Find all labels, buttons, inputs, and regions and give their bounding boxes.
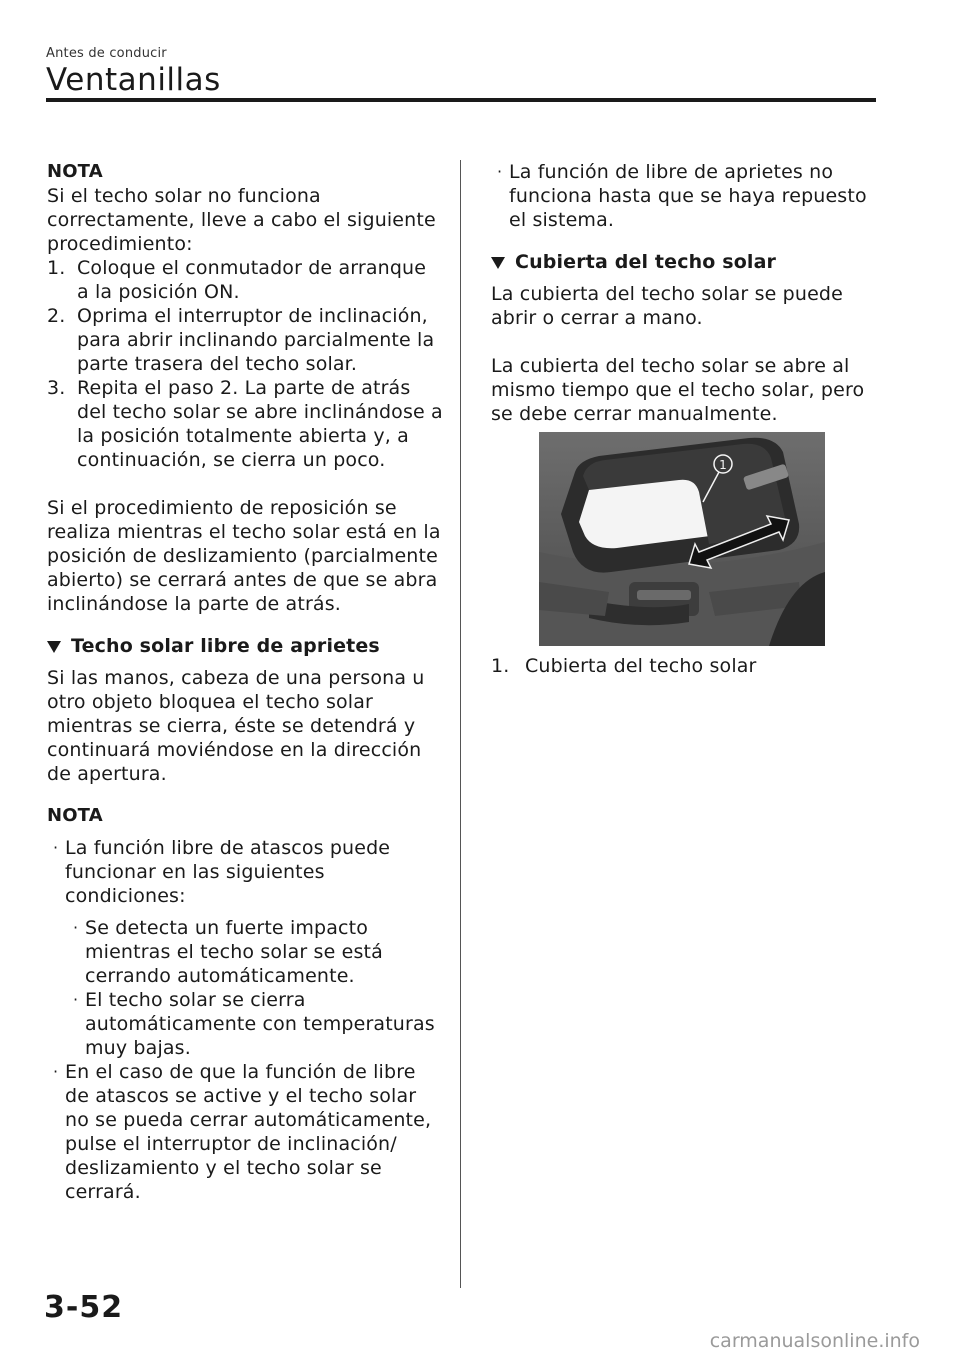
procedure-step [47,376,443,472]
procedure-step [47,304,443,376]
nota-label: NOTA [47,161,103,182]
page-number: 3-52 [44,1290,124,1325]
triangle-bullet-icon [491,257,505,269]
list-item-text: Se detecta un fuerte impacto mientras el techo solar se está cerrando automáticamente. [85,917,383,987]
step-text: Repita el paso 2. La parte de atrás del techo solar se abre inclinándose a la posición totalmente abierta y, a continuación, se cierra un poco. [77,377,443,471]
bullet-dot-icon: · [497,162,503,181]
watermark: carmanualsonline.info [709,1330,920,1352]
right-column [491,160,876,678]
photo-callout-marker: 1 [719,458,727,472]
sunroof-interior-illustration [539,432,825,646]
caption-number: 1. [491,655,510,677]
nota-label: NOTA [47,805,103,826]
triangle-bullet-icon [47,641,61,653]
sunroof-cover-photo [539,432,825,646]
header-divider [46,98,876,102]
subheading-cover [491,250,876,274]
bullet-dot-icon: · [73,918,79,937]
sub-list-item [47,916,443,988]
pinch-paragraph: Si las manos, cabeza de una persona u otro objeto bloquea el techo solar mientras se cierra, éste se detendrá y continuará moviéndose en la dirección de apertura. [47,667,425,785]
caption-text: Cubierta del techo solar [525,655,757,677]
reset-paragraph: Si el procedimiento de reposición se realiza mientras el techo solar está en la posición de deslizamiento (parcialmente abierto) se cerrará antes de que se abra inclinándose la parte de atrás. [47,497,441,615]
page-header [46,46,876,97]
step-text: Coloque el conmutador de arranque a la posición ON. [77,257,427,303]
left-column [47,160,443,1204]
cover-paragraph: La cubierta del techo solar se puede abrir o cerrar a mano. [491,283,843,329]
photo-caption [491,654,876,678]
list-item [47,1060,443,1204]
subheading-text: Cubierta del techo solar [515,251,777,273]
bullet-dot-icon: · [53,1062,59,1081]
cover-paragraph: La cubierta del techo solar se abre al mismo tiempo que el techo solar, pero se debe cerrar manualmente. [491,355,865,425]
procedure-step [47,256,443,304]
list-item-text: El techo solar se cierra automáticamente con temperaturas muy bajas. [85,989,435,1059]
list-item-text: La función libre de atascos puede funcionar en las siguientes condiciones: [65,837,391,907]
step-text: Oprima el interruptor de inclinación, para abrir inclinando parcialmente la parte trasera del techo solar. [77,305,435,375]
nota-intro: Si el techo solar no funciona correctamente, lleve a cabo el siguiente procedimiento: [47,185,436,255]
chapter-label: Antes de conducir [46,46,167,61]
list-item-text: La función de libre de aprietes no funciona hasta que se haya repuesto el sistema. [509,161,867,231]
list-item [47,836,443,908]
column-divider [460,160,461,1288]
step-number: 3. [47,377,66,399]
step-number: 1. [47,257,66,279]
bullet-dot-icon: · [73,990,79,1009]
subheading-pinch [47,634,443,658]
list-item-text: En el caso de que la función de libre de atascos se active y el techo solar no se pueda cerrar automáticamente, pulse el interruptor de inclinación/ deslizamiento y el techo solar se cerrará. [65,1061,432,1203]
bullet-dot-icon: · [53,838,59,857]
sub-list-item [47,988,443,1060]
subheading-text: Techo solar libre de aprietes [71,635,380,657]
step-number: 2. [47,305,66,327]
list-item [491,160,876,232]
section-title: Ventanillas [46,62,221,98]
